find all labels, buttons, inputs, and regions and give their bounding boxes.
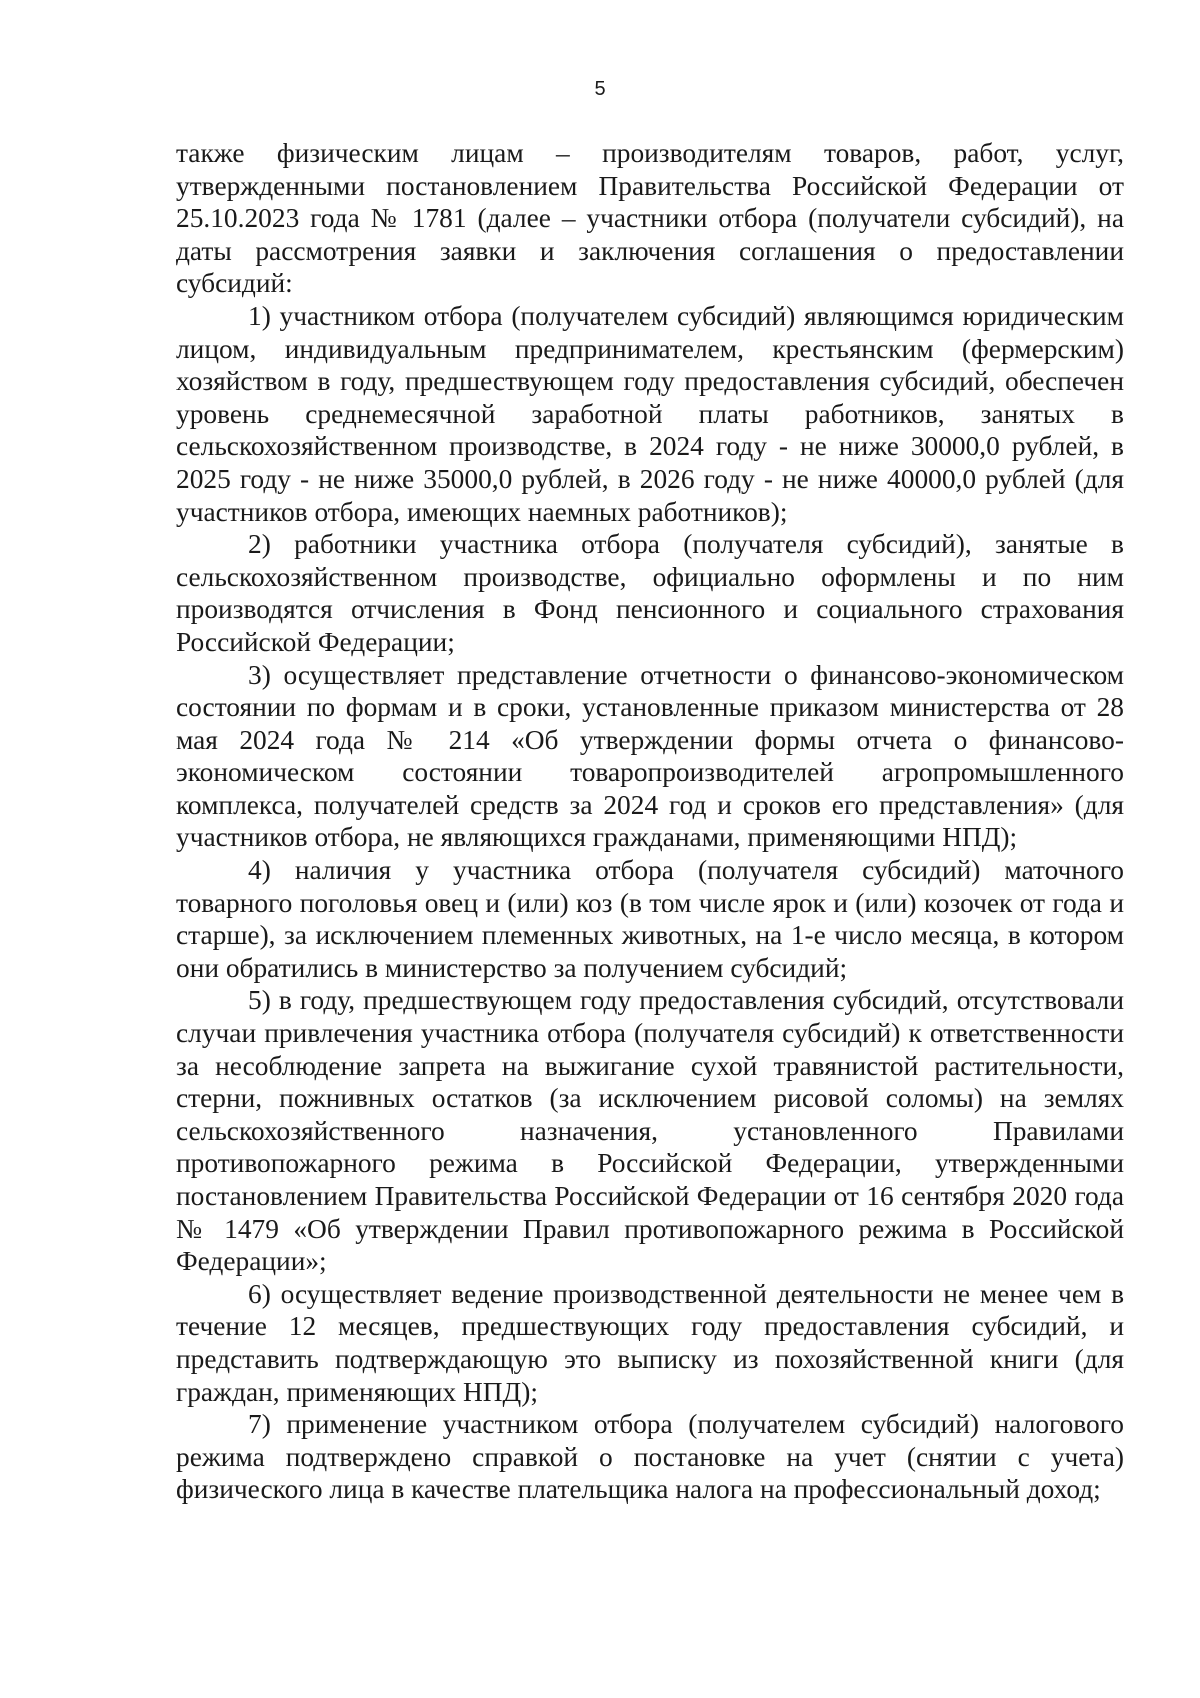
paragraph-item-4: 4) наличия у участника отбора (получателя субсидий) маточного товарного поголовья овец и (или) коз (в том числе ярок и (или) козочек от года и старше), за исключением племенных животных, на 1-е число месяца, в котором они обратились в министерство за получением субсидий; — [176, 855, 1124, 983]
page-number: 5 — [594, 78, 606, 100]
paragraph-item-5: 5) в году, предшествующем году предоставления субсидий, отсутствовали случаи привлечения участника отбора (получателя субсидий) к ответственности за несоблюдение запрета на выжигание сухой травянистой растительности, стерни, пожнивных остатков (за исключением рисовой соломы) на землях сельскохозяйственного назначения, установленного Правилами противопожарного режима в Российской Федерации, утвержденными постановлением Правительства Российской Федерации от 16 сентября 2020 года № 1479 «Об утверждении Правил противопожарного режима в Российской Федерации»; — [176, 985, 1124, 1277]
paragraph-item-6: 6) осуществляет ведение производственной деятельности не менее чем в течение 12 месяцев, предшествующих году предоставления субсидий, и представить подтверждающую это выписку из похозяйственной книги (для граждан, применяющих НПД); — [176, 1278, 1124, 1407]
paragraph-item-7: 7) применение участником отбора (получателем субсидий) налогового режима подтверждено справкой о постановке на учет (снятии с учета) физического лица в качестве плательщика налога на профессиональный доход; — [176, 1409, 1124, 1505]
paragraph-item-2: 2) работники участника отбора (получателя субсидий), занятые в сельскохозяйственном производстве, официально оформлены и по ним производятся отчисления в Фонд пенсионного и социального страхования Российской Федерации; — [176, 529, 1124, 657]
paragraph-item-1: 1) участником отбора (получателем субсидий) являющимся юридическим лицом, индивидуальным предпринимателем, крестьянским (фермерским) хозяйством в году, предшествующем году предоставления субсидий, обеспечен уровень среднемесячной заработной платы работников, занятых в сельскохозяйственном производстве, в 2024 году - не ниже 30000,0 рублей, в 2025 году - не ниже 35000,0 рублей, в 2026 году - не ниже 40000,0 рублей (для участников отбора, имеющих наемных работников); — [176, 300, 1124, 527]
paragraph-intro: также физическим лицам – производителям товаров, работ, услуг, утвержденными постановлением Правительства Российской Федерации от 25.10.2023 года № 1781 (далее – участники отбора (получатели субсидий), на даты рассмотрения заявки и заключения соглашения о предоставлении субсидий: — [176, 138, 1124, 299]
document-body — [176, 137, 1124, 1506]
paragraph-item-3: 3) осуществляет представление отчетности о финансово-экономическом состоянии по формам и в сроки, установленные приказом министерства от 28 мая 2024 года № 214 «Об утверждении формы отчета о финансово-экономическом состоянии товаропроизводителей агропромышленного комплекса, получателей средств за 2024 год и сроков его представления» (для участников отбора, не являющихся гражданами, применяющими НПД); — [176, 659, 1124, 853]
